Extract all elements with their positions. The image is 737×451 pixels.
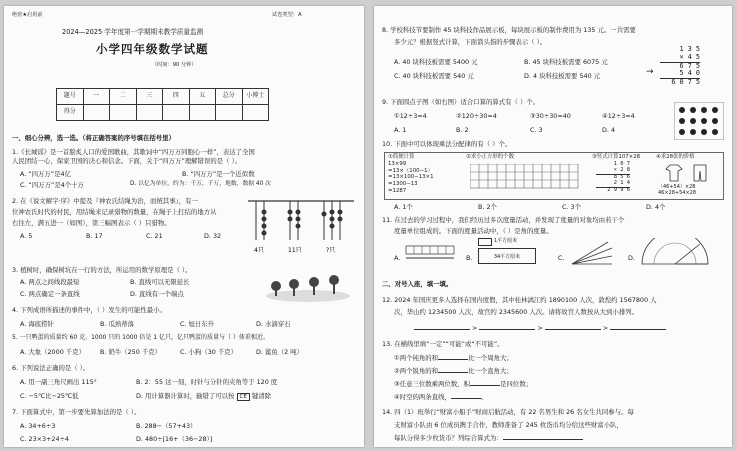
- q12-text-line2: 次，华山约 1234500 人次，故宫约 2345600 人次。请将故宫人数按从大到小排列。: [394, 308, 638, 316]
- q13-item-3: [394, 380, 532, 389]
- q12-blank-input[interactable]: [479, 324, 535, 330]
- q7-text: 7. 下面算式中，第一步要先算加法的是（ ）。: [12, 408, 141, 416]
- q6-option-d-suffix: 键清除: [251, 392, 272, 400]
- q10-option-d[interactable]: D. 4个: [646, 203, 666, 211]
- q1-option-c[interactable]: C. “四万万”是4个十万: [20, 181, 84, 189]
- rope-label: ?只: [326, 247, 336, 254]
- q9-option-c[interactable]: C. 3: [530, 126, 543, 134]
- tree-planting-illustration: [262, 266, 354, 306]
- vertical-line: 6 0 7 5: [671, 78, 700, 87]
- q13-blank-input[interactable]: [470, 380, 500, 386]
- q6-option-c[interactable]: C. −5℃比−25℃低: [20, 392, 79, 400]
- dot-array-illustration: [674, 102, 724, 140]
- q7-option-a[interactable]: A. 34+6÷3: [20, 422, 56, 430]
- score-table-cell: 二: [110, 89, 137, 105]
- q13-item-4-suffix: 。: [480, 393, 488, 401]
- q10-calc-line: 13×99: [388, 160, 407, 167]
- q8-option-c[interactable]: C. 40 块科技板需要 540 元: [394, 72, 474, 80]
- q3-text: 3. 植树时，确保树坑在一行的方法，所运用的数学原理是（ ）。: [12, 266, 192, 274]
- q10-calc-line: =1287: [388, 187, 407, 194]
- q4-option-c[interactable]: C. 旭日东升: [180, 320, 215, 328]
- header-secret-mark: 绝密★启用前: [12, 12, 43, 18]
- q2-option-b[interactable]: B. 17: [86, 232, 103, 240]
- vertical-line: 8 5 6: [613, 173, 630, 180]
- q13-item-3-prefix: ③任意三位数乘两位数，积: [394, 380, 471, 388]
- q4-text: 4. 下列成语所描述的事件中，（ ）发生的可能性最小。: [12, 306, 166, 314]
- header-paper-type: 试卷类型：A: [272, 12, 302, 18]
- q1-text-line1: 1.《长城谣》是一首脍炙人口的爱国歌曲，其歌词中“四万万同胞心一样”，表达了全国: [12, 148, 255, 156]
- q13-item-3-suffix: 是四位数；: [500, 380, 532, 388]
- q3-option-c[interactable]: C. 两点确定一条直线: [20, 290, 80, 298]
- q10-price-formula: [658, 184, 696, 196]
- score-table: [56, 88, 269, 121]
- price-line: 46×28+54×28: [658, 190, 697, 196]
- vertical-line: × 4 5: [660, 54, 700, 63]
- q11-option-a[interactable]: A.: [394, 254, 401, 262]
- q13-item-4-prefix: ④时空的两条直线，: [394, 393, 451, 401]
- q12-blank-input[interactable]: [610, 324, 666, 330]
- q9-formula-4: ④12÷3=4: [602, 112, 635, 120]
- arrow-right-icon: →: [646, 67, 654, 77]
- score-input-cell[interactable]: [136, 105, 163, 121]
- q13-item-2: [394, 367, 513, 376]
- shirt-and-pants-illustration: [664, 163, 714, 183]
- section-2-heading: 二、对号入座，填一填。: [382, 280, 453, 288]
- score-input-cell[interactable]: [163, 105, 190, 121]
- q8-option-d[interactable]: D. 4 块科技板需要 540 元: [524, 72, 601, 80]
- exam-page-right: [374, 6, 732, 447]
- q7-option-d[interactable]: D. 480÷[16+（36−28）]: [136, 435, 213, 443]
- q13-item-2-prefix: ②两个锐角的和: [394, 367, 439, 375]
- q9-option-b[interactable]: B. 2: [456, 126, 469, 134]
- vertical-line: 1 3 5: [679, 45, 700, 53]
- q8-text-line2: 多少元？根据竖式计算，下面箭头指的步骤表示（ ）。: [394, 38, 547, 46]
- exam-time-note: （时间：90 分钟）: [152, 62, 197, 68]
- q13-blank-input[interactable]: [438, 367, 468, 373]
- vertical-line: × 2 8: [596, 168, 630, 175]
- q10-option-c[interactable]: C. 3个: [562, 203, 581, 211]
- q8-text-line1: 8. 学校科技节要制作 45 块科技作品展示板，每块展示板的制作费用为 135 元。一共需要: [382, 26, 636, 34]
- q3-option-a[interactable]: A. 两点之间线段最短: [20, 278, 80, 286]
- vertical-line: 1 0 7: [613, 161, 630, 167]
- score-input-cell[interactable]: [189, 105, 216, 121]
- q10-calc-line: =13×（100−1）: [388, 167, 433, 174]
- q2-option-a[interactable]: A. 5: [20, 232, 33, 240]
- q6-option-a[interactable]: A. 用一副三角尺画出 115°: [20, 378, 97, 386]
- square-grid-illustration: [470, 164, 582, 194]
- q10-calc-line: =13×100−13×1: [388, 174, 434, 181]
- q6-text: 6. 下列说法正确的是（ ）。: [12, 364, 90, 372]
- score-table-score-row: [57, 105, 269, 121]
- score-table-header-row: [57, 89, 269, 105]
- q6-option-d-text: D. 用计算器计算时，输错了可以按: [136, 392, 235, 400]
- q8-option-b[interactable]: B. 45 块科技板需要 6075 元: [524, 58, 608, 66]
- vertical-line: 6 7 5: [679, 61, 700, 70]
- q4-option-a[interactable]: A. 海底捞针: [20, 320, 54, 328]
- q13-item-1-suffix: 比一个周角大；: [468, 354, 513, 362]
- q10-vertical-multiplication: [596, 162, 630, 194]
- q10-option-b[interactable]: B. 2个: [478, 203, 497, 211]
- q10-item-2-title: ②求小正方形的个数: [466, 154, 514, 160]
- q5-option-b[interactable]: B. 奶牛（250 千克）: [100, 348, 162, 356]
- q11-option-b[interactable]: B.: [466, 254, 473, 262]
- q9-formula-1: ①12÷3=4: [394, 112, 427, 120]
- q13-item-1: [394, 354, 513, 363]
- q1-text-line2: 人民团结一心，保家卫国的决心和信念。下面，关于“四万万”理解错误的是（ ）。: [12, 157, 242, 165]
- rope-label: 11只: [288, 247, 302, 254]
- q9-option-a[interactable]: A. 1: [394, 126, 407, 134]
- q10-item-3-title: ③竖式计算107×28: [592, 154, 641, 160]
- q10-item-1: [388, 154, 434, 195]
- score-input-cell[interactable]: [83, 105, 110, 121]
- score-table-cell: 总分: [216, 89, 243, 105]
- q10-calc-line: =1300−13: [388, 181, 418, 187]
- q11-text-line1: 11. 在过去的学习过程中，我们经历过多次度量活动，并发现了度量的对象均由若干个: [382, 216, 625, 224]
- protractor-illustration: [638, 238, 712, 268]
- q5-option-d[interactable]: D. 鲨鱼（2 吨）: [256, 348, 304, 356]
- q13-item-1-prefix: ①两个钝角的和: [394, 354, 439, 362]
- q11-option-c[interactable]: C.: [558, 254, 565, 262]
- knotted-rope-illustration: [246, 198, 358, 258]
- q2-text-line3: 右往左，满五进一（如图），第三幅图表示（ ）只猎物。: [12, 219, 171, 227]
- unit-square: [478, 238, 492, 246]
- q1-option-a[interactable]: A. “四万万”是4亿: [20, 170, 71, 178]
- q5-text: 5. 一只鸭蛋的质量约 60 克，1000 只的 1000 倍是 1 亿只，亿只鸭蛋的质量与（ ）体重相近。: [12, 334, 269, 341]
- q8-vertical-multiplication: [660, 46, 700, 87]
- ruler-measure-illustration: [404, 242, 456, 264]
- q9-formula-2: ②120÷30=4: [456, 112, 497, 120]
- q13-item-4: [394, 393, 487, 402]
- section-1-heading: 一、细心分辨，选一选。（将正确答案的序号填在括号里）: [12, 134, 175, 142]
- score-table-cell: 三: [136, 89, 163, 105]
- q14-answer-prompt: 每队分得多少枚货币？列综合算式为：: [394, 434, 503, 442]
- q13-item-2-suffix: 比一个直角大；: [468, 367, 513, 375]
- q2-option-c[interactable]: C. 21: [146, 232, 163, 240]
- q14-text-line2: 支财富小队由 6 位成员携手合作，教师准备了 245 枚货币均分给这些财富小队，: [394, 421, 623, 429]
- q1-option-b[interactable]: B. “四万万”是一个近似数: [182, 170, 255, 178]
- q9-option-d[interactable]: D. 4: [602, 126, 616, 134]
- q3-option-b[interactable]: B. 直线可以无限延长: [130, 278, 190, 286]
- q13-blank-input[interactable]: [438, 354, 468, 360]
- q11-b-area-box: [478, 248, 536, 264]
- q2-option-d[interactable]: D. 32: [204, 232, 222, 240]
- q14-text-line1: 14. 四（1）班举行“财富小船手”财商启航活动，有 22 名男生和 26 名女生共同参与。每: [382, 408, 634, 416]
- score-table-cell: 小博士: [242, 89, 269, 105]
- q12-blank-input[interactable]: [414, 324, 470, 330]
- vertical-line: 5 4 0: [660, 70, 700, 79]
- q10-text: 10. 下面中可以体现乘法分配律的有（ ）个。: [382, 140, 512, 148]
- exam-subtitle: 2024—2025 学年度第一学期期末教学质量监测: [62, 28, 204, 36]
- score-table-cell: 一: [83, 89, 110, 105]
- q2-text-line1: 2. 在《说文解字·序》中提及『神农氏结绳为治，而统其事』，有一: [12, 197, 198, 205]
- q7-option-b[interactable]: B. 288−（57+43）: [136, 422, 197, 430]
- q13-text: 13. 在横线里填“一定”“可能”或“不可能”。: [382, 340, 504, 348]
- q12-answer-blanks: > > >: [414, 324, 704, 332]
- q7-option-c[interactable]: C. 23×3+24÷4: [20, 435, 69, 443]
- q4-option-b[interactable]: B. 瓜熟蒂落: [100, 320, 135, 328]
- score-table-cell: 五: [189, 89, 216, 105]
- score-table-cell: 四: [163, 89, 190, 105]
- angle-wedges-illustration: [568, 238, 616, 268]
- q5-option-c[interactable]: C. 小狗（30 千克）: [180, 348, 238, 356]
- exam-page-left: [4, 6, 364, 447]
- q9-text: 9. 下面圆点子图（如右图）适合口算的算式有（ ）个。: [382, 98, 540, 106]
- q14-answer-input[interactable]: [503, 434, 583, 440]
- score-input-cell[interactable]: [242, 105, 269, 121]
- q1-option-d[interactable]: D. 以亿为单位，约为：千万，千万，地数，数据 40 次: [130, 181, 271, 187]
- q12-text-line1: 12. 2024 年国庆更多人选择在国内度假，其中桂林漓江约 1890100 人次，敦煌约 1567800 人: [382, 296, 657, 304]
- score-input-cell[interactable]: [216, 105, 243, 121]
- q12-blank-input[interactable]: [545, 324, 601, 330]
- q10-item-4-title: ④求28张的价格: [656, 154, 695, 160]
- calculator-ce-key: CE: [237, 393, 250, 401]
- q5-option-a[interactable]: A. 大象（2000 千克）: [20, 348, 85, 356]
- q10-item-title: ①简便计算: [388, 154, 415, 160]
- vertical-line: 2 9 9 6: [607, 186, 630, 193]
- q8-option-a[interactable]: A. 40 块科技板需要 5400 元: [394, 58, 478, 66]
- q13-blank-input[interactable]: [451, 393, 481, 399]
- q11-option-d[interactable]: D.: [628, 254, 635, 262]
- q3-option-d[interactable]: D. 直线有一个端点: [130, 290, 184, 298]
- score-input-cell[interactable]: [110, 105, 137, 121]
- rope-label: 4只: [254, 247, 264, 254]
- q6-option-b[interactable]: B. 2：55 这一刻，时针与分针的夹角等于 120 度: [136, 378, 278, 386]
- price-line: （46+54）×28: [658, 184, 696, 190]
- q14-text-line3: [394, 434, 583, 443]
- q11-text-line2: 度量单位组成的。下面的度量活动中，（ ）是角的度量。: [394, 227, 553, 235]
- q4-option-d[interactable]: D. 水滴穿石: [256, 320, 291, 328]
- exam-title: 小学四年级数学试题: [96, 42, 209, 56]
- score-table-cell: 得分: [57, 105, 84, 121]
- q2-text-line2: 位神农氏时代的村民，用结绳来记录猎物的数量，在绳子上打结的地方从: [12, 208, 217, 216]
- q9-formula-3: ③30÷30=40: [530, 112, 571, 120]
- score-table-cell: 题号: [57, 89, 84, 105]
- vertical-line: 2 1 4: [596, 181, 630, 188]
- q11-b-area-label: 34平方厘米: [493, 254, 521, 260]
- q10-option-a[interactable]: A. 1个: [394, 203, 413, 211]
- q6-option-d[interactable]: [136, 392, 271, 401]
- q11-b-unit-label: 1平方厘米: [494, 238, 518, 244]
